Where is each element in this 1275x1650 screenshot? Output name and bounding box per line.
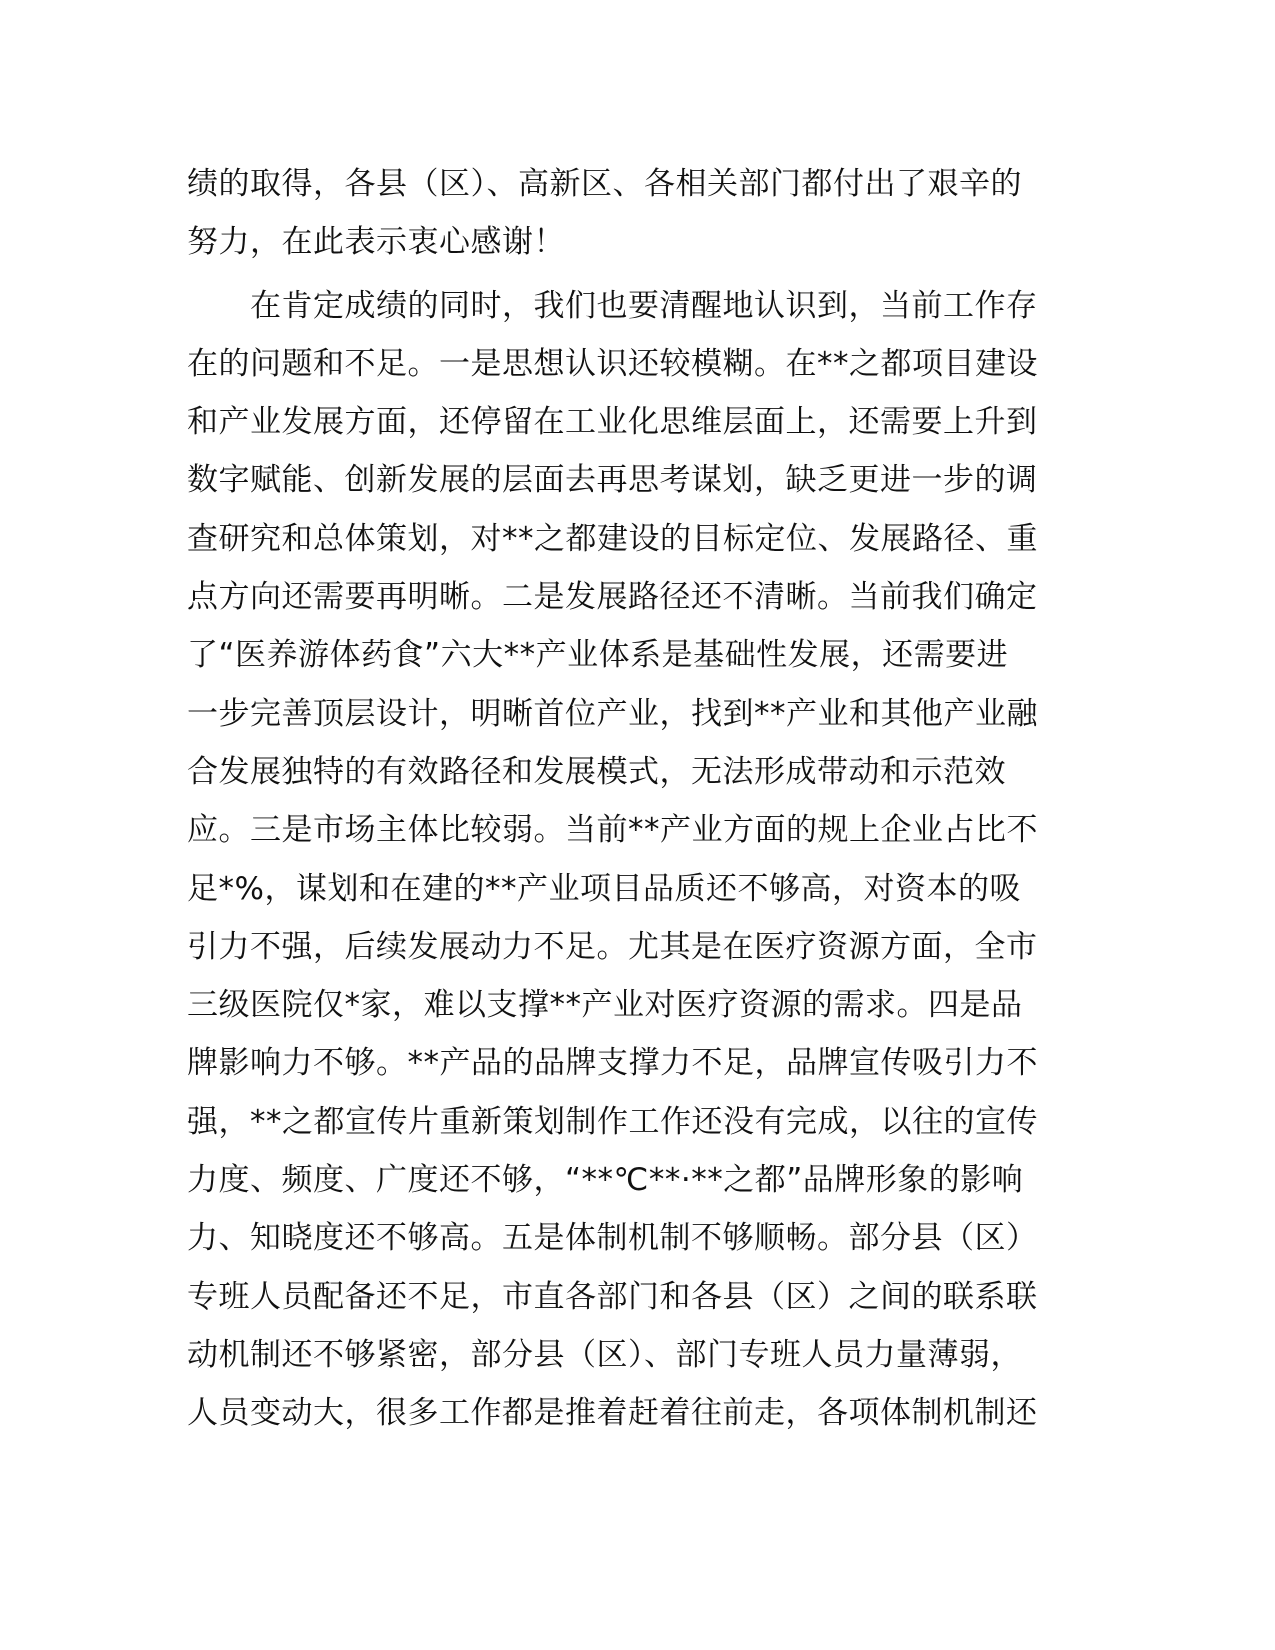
text-line-1: 绩的取得，各县（区）、高新区、各相关部门都付出了艰辛的 bbox=[187, 166, 1022, 202]
text-line-4: 在的问题和不足。一是思想认识还较模糊。在**之都项目建设 bbox=[187, 345, 1038, 382]
text-line-5: 和产业发展方面，还停留在工业化思维层面上，还需要上升到 bbox=[187, 404, 1038, 441]
text-line-8: 点方向还需要再明晰。二是发展路径还不清晰。当前我们确定 bbox=[187, 579, 1038, 616]
text-line-15: 三级医院仅*家，难以支撑**产业对医疗资源的需求。四是品 bbox=[187, 987, 1023, 1024]
text-line-20: 专班人员配备还不足，市直各部门和各县（区）之间的联系联 bbox=[187, 1278, 1038, 1315]
text-line-13: 足*%，谋划和在建的**产业项目品质还不够高，对资本的吸 bbox=[187, 870, 1021, 907]
text-line-16: 牌影响力不够。**产品的品牌支撑力不足，品牌宣传吸引力不 bbox=[187, 1045, 1038, 1082]
text-line-21: 动机制还不够紧密，部分县（区）、部门专班人员力量薄弱， bbox=[187, 1336, 1022, 1373]
text-line-2: 努力，在此表示衷心感谢！ bbox=[187, 224, 565, 261]
paragraph-start-line: 在肯定成绩的同时，我们也要清醒地认识到，当前工作存 bbox=[187, 287, 1038, 324]
text-line-17: 强，**之都宣传片重新策划制作工作还没有完成，以往的宣传 bbox=[187, 1103, 1038, 1140]
document-body bbox=[187, 155, 1087, 1443]
text-line-6: 数字赋能、创新发展的层面去再思考谋划，缺乏更进一步的调 bbox=[187, 462, 1038, 499]
text-line-10: 一步完善顶层设计，明晰首位产业，找到**产业和其他产业融 bbox=[187, 695, 1038, 732]
text-line-14: 引力不强，后续发展动力不足。尤其是在医疗资源方面，全市 bbox=[187, 928, 1038, 965]
text-line-18: 力度、频度、广度还不够，“**℃**·**之都”品牌形象的影响 bbox=[187, 1162, 1024, 1199]
text-line-22: 人员变动大，很多工作都是推着赶着往前走，各项体制机制还 bbox=[187, 1395, 1038, 1432]
text-line-12: 应。三是市场主体比较弱。当前**产业方面的规上企业占比不 bbox=[187, 812, 1038, 849]
text-line-19: 力、知晓度还不够高。五是体制机制不够顺畅。部分县（区） bbox=[187, 1220, 1038, 1257]
text-line-9: 了“医养游体药食”六大**产业体系是基础性发展，还需要进 bbox=[187, 637, 1009, 674]
text-line-7: 查研究和总体策划，对**之都建设的目标定位、发展路径、重 bbox=[187, 520, 1038, 557]
text-line-11: 合发展独特的有效路径和发展模式，无法形成带动和示范效 bbox=[187, 753, 1006, 790]
